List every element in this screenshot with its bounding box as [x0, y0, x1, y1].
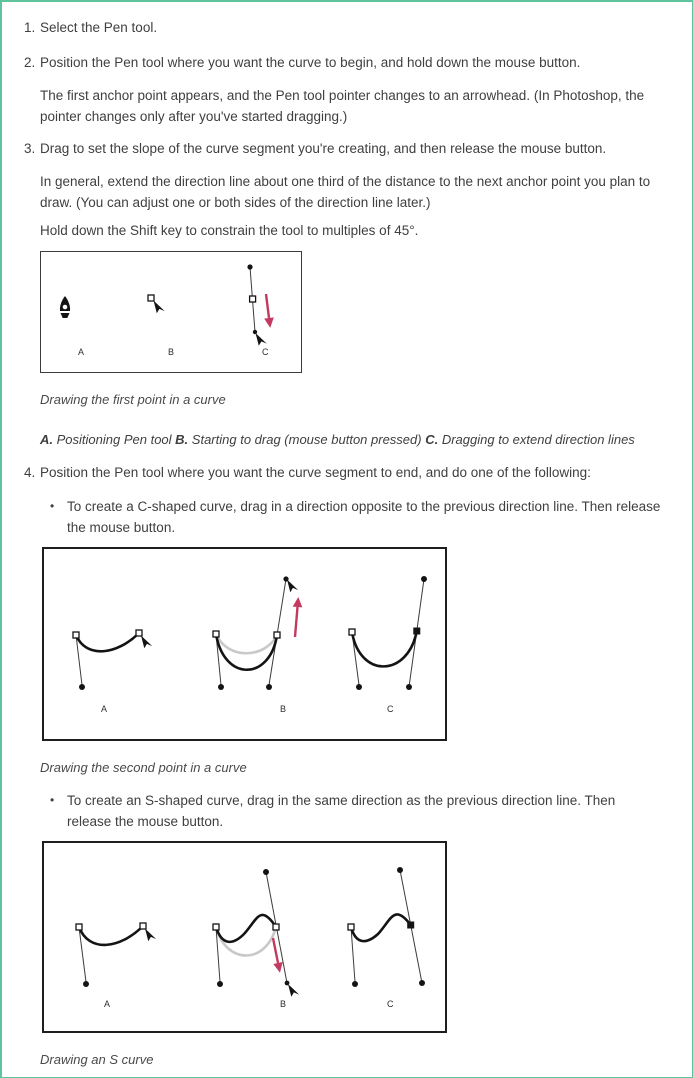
arrowhead-cursor-icon [145, 929, 156, 942]
bullet-text: • To create an S-shaped curve, drag in the same direction as the previous direction line. Then release the mouse button. [67, 793, 616, 829]
figure-first-point-image [40, 251, 302, 373]
figure-label-a: A [78, 347, 85, 357]
drag-direction-arrowhead [293, 597, 303, 607]
step-number: 1. [24, 20, 36, 35]
anchor-point [213, 631, 219, 637]
arrowhead-cursor-icon [154, 301, 165, 314]
anchor-point [274, 632, 280, 638]
arrowhead-cursor-icon [287, 580, 298, 593]
figure-label-a: A [104, 999, 111, 1009]
direction-handle [397, 867, 403, 873]
step-2 [24, 52, 662, 127]
direction-handle [421, 576, 427, 582]
anchor-point [213, 924, 219, 930]
step-text: Position the Pen tool where you want the curve to begin, and hold down the mouse button. [40, 55, 581, 70]
direction-handle [253, 330, 257, 334]
legend-desc-a: Positioning Pen tool [56, 432, 172, 447]
figure-first-point [40, 251, 662, 410]
step-text: Position the Pen tool where you want the curve segment to end, and do one of the following: [40, 465, 591, 480]
figure-label-b: B [168, 347, 175, 357]
anchor-point [348, 924, 354, 930]
step-paragraph: The first anchor point appears, and the Pen tool pointer changes to an arrowhead. (In Photoshop, the pointer changes only after you've started dragging.) [40, 88, 645, 124]
direction-handle [406, 684, 412, 690]
figure-second-point [40, 547, 662, 778]
pen-tool-icon [60, 296, 70, 318]
figure-label-c: C [262, 347, 269, 357]
direction-handle [419, 980, 425, 986]
drag-direction-arrowhead [264, 317, 274, 328]
figure-s-curve [40, 841, 662, 1070]
bullet-s-curve [40, 790, 662, 832]
figure-caption: Drawing an S curve [40, 1052, 154, 1067]
figure-label-c: C [387, 704, 394, 714]
drag-direction-arrowhead [273, 962, 282, 973]
step-paragraph: In general, extend the direction line about one third of the distance to the next anchor point you plan to draw. (You can adjust one or both sides of the direction line later.) [40, 174, 651, 210]
anchor-point-selected [413, 628, 420, 635]
step-4 [24, 462, 662, 1070]
diagram-a [76, 923, 156, 1009]
figure-label-c: C [387, 999, 394, 1009]
drag-direction-arrow [266, 294, 269, 318]
anchor-point-selected [407, 922, 414, 929]
legend-key-b: B. [175, 432, 189, 447]
figure-label-b: B [280, 704, 287, 714]
anchor-point [76, 924, 82, 930]
step-1 [24, 17, 662, 38]
direction-handle [247, 264, 252, 269]
direction-handle [263, 869, 269, 875]
anchor-point [73, 632, 79, 638]
figure-second-point-image [42, 547, 447, 741]
diagram-c [349, 576, 427, 714]
figure-caption: Drawing the second point in a curve [40, 760, 247, 775]
step-text: Select the Pen tool. [40, 20, 158, 35]
step-number: 4. [24, 465, 36, 480]
arrowhead-cursor-icon [288, 984, 299, 997]
figure-label-a: A [101, 704, 108, 714]
figure-label-b: B [280, 999, 287, 1009]
legend-desc-b: Starting to drag (mouse button pressed) [191, 432, 422, 447]
figure-caption: Drawing the first point in a curve [40, 392, 226, 407]
step-text: Drag to set the slope of the curve segment you're creating, and then release the mouse button. [40, 141, 607, 156]
anchor-point [349, 629, 355, 635]
arrowhead-cursor-icon [256, 333, 267, 346]
legend-key-a: A. [40, 432, 53, 447]
anchor-point [136, 630, 142, 636]
anchor-point [273, 924, 279, 930]
drag-direction-arrow [295, 607, 298, 637]
step-3 [24, 138, 662, 450]
step-paragraph: Hold down the Shift key to constrain the tool to multiples of 45°. [40, 223, 419, 238]
step-number: 3. [24, 141, 36, 156]
figure-legend [40, 429, 662, 450]
bullet-text: • To create a C-shaped curve, drag in a direction opposite to the previous direction line. Then release the mouse button. [67, 499, 661, 535]
legend-desc-c: Dragging to extend direction lines [441, 432, 635, 447]
diagram-c [348, 867, 425, 1009]
anchor-point [140, 923, 146, 929]
diagram-a [73, 630, 152, 714]
drag-direction-arrow [273, 938, 278, 963]
legend-key-c: C. [425, 432, 439, 447]
figure-s-curve-image [42, 841, 447, 1033]
anchor-point [250, 296, 256, 302]
anchor-point [148, 295, 154, 301]
arrowhead-cursor-icon [141, 636, 152, 649]
diagram-b [213, 869, 299, 1009]
diagram-b [213, 576, 302, 714]
bullet-c-curve [40, 496, 662, 538]
step-number: 2. [24, 55, 36, 70]
